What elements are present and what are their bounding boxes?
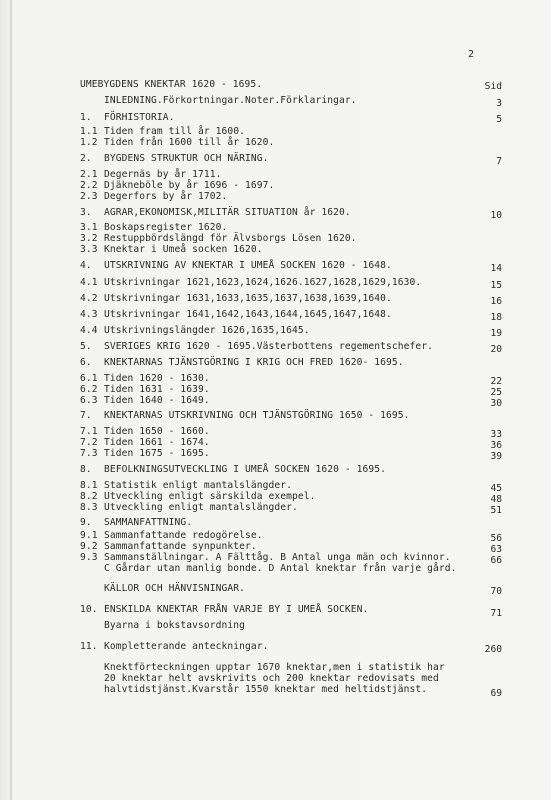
toc-entry-title: Tiden 1650 - 1660. [104, 426, 210, 437]
toc-entry-page: 16 [490, 296, 502, 307]
toc-entry-title: UTSKRIVNING AV KNEKTAR I UMEÅ SOCKEN 1620 - 1648. [104, 260, 392, 271]
toc-entry-page: 33 [490, 429, 502, 440]
toc-entry-number: 1.2 [80, 137, 98, 148]
toc-entry-number: 4. [80, 260, 92, 271]
toc-entry-title: ENSKILDA KNEKTAR FRÅN VARJE BY I UMEÅ SOCKEN. [104, 604, 369, 615]
toc-entry-page: 15 [490, 280, 502, 291]
toc-entry-number: 1.1 [80, 126, 98, 137]
toc-entry-title: KÄLLOR OCH HÄNVISNINGAR. [104, 583, 246, 594]
toc-entry-title: Kompletterande anteckningar. [104, 641, 269, 652]
toc-entry-title: Degernäs by år 1711. [104, 169, 222, 180]
toc-entry-number: 3.2 [80, 233, 98, 244]
toc-entry-title: SAMMANFATTNING. [104, 517, 193, 528]
toc-entry-number: 9. [80, 517, 92, 528]
toc-entry-number: 4.2 [80, 293, 98, 304]
toc-entry-title: Boskapsregister 1620. [104, 222, 228, 233]
toc-entry-page: 36 [490, 440, 502, 451]
toc-entry-title: BEFOLKNINGSUTVECKLING I UMEÅ SOCKEN 1620 - 1695. [104, 464, 387, 475]
toc-entry-page: 3 [496, 98, 502, 109]
toc-entry-page: 19 [490, 328, 502, 339]
toc-entry-title: C Gårdar utan manlig bonde. D Antal knektar från varje gård. [104, 563, 457, 574]
toc-entry-title: UMEBYGDENS KNEKTAR 1620 - 1695. [80, 79, 263, 90]
toc-entry-page: 30 [490, 398, 502, 409]
toc-entry-title: Knektar i Umeå socken 1620. [104, 244, 263, 255]
toc-entry-title: Utskrivningar 1621,1623,1624,1626.1627,1628,1629,1630. [104, 277, 422, 288]
toc-entry-page: 39 [490, 451, 502, 462]
toc-entry-page: 25 [490, 387, 502, 398]
toc-entry-page: 66 [490, 555, 502, 566]
toc-entry-title: Tiden 1661 - 1674. [104, 437, 210, 448]
toc-entry-number: 6.3 [80, 395, 98, 406]
toc-entry-number: 4.3 [80, 309, 98, 320]
toc-entry-page: 70 [490, 586, 502, 597]
toc-entry-number: 2.1 [80, 169, 98, 180]
toc-entry-title: Knektförteckningen upptar 1670 knektar,men i statistik har [104, 662, 445, 673]
toc-entry-number: 11. [80, 641, 98, 652]
toc-entry-page: 71 [490, 608, 502, 619]
toc-entry-number: 4.1 [80, 277, 98, 288]
toc-entry-title: Utveckling enligt mantalslängder. [104, 502, 298, 513]
toc-entry-page: 51 [490, 505, 502, 516]
toc-entry-title: SVERIGES KRIG 1620 - 1695.Västerbottens regementschefer. [104, 341, 434, 352]
toc-entry-page: 45 [490, 483, 502, 494]
toc-entry-title: Utskrivningslängder 1626,1635,1645. [104, 325, 310, 336]
toc-entry-number: 6.2 [80, 384, 98, 395]
toc-entry-number: 2.2 [80, 180, 98, 191]
toc-entry-title: FÖRHISTORIA. [104, 112, 175, 123]
toc-entry-number: 9.1 [80, 530, 98, 541]
toc-entry-title: Djäkneböle by år 1696 - 1697. [104, 180, 275, 191]
toc-entry-page: 63 [490, 544, 502, 555]
toc-entry-page: Sid [484, 81, 502, 92]
toc-entry-title: Utskrivningar 1641,1642,1643,1644,1645,1647,1648. [104, 309, 392, 320]
toc-entry-number: 1. [80, 112, 92, 123]
toc-entry-page: 56 [490, 533, 502, 544]
toc-entry-page: 5 [496, 114, 502, 125]
toc-entry-page: 69 [490, 688, 502, 699]
page-edge-shadow [10, 0, 12, 800]
toc-entry-page: 22 [490, 376, 502, 387]
toc-entry-number: 2.3 [80, 191, 98, 202]
toc-entry-page: 14 [490, 263, 502, 274]
toc-entry-title: Utveckling enligt särskilda exempel. [104, 491, 316, 502]
toc-entry-page: 18 [490, 312, 502, 323]
toc-entry-title: Tiden 1640 - 1649. [104, 395, 210, 406]
toc-entry-title: Tiden fram till år 1600. [104, 126, 246, 137]
page-number: 2 [468, 49, 475, 60]
toc-entry-title: Sammanfattande synpunkter. [104, 541, 257, 552]
toc-entry-number: 8.1 [80, 480, 98, 491]
toc-entry-title: KNEKTARNAS TJÄNSTGÖRING I KRIG OCH FRED 1620- 1695. [104, 357, 404, 368]
toc-entry-page: 7 [496, 156, 502, 167]
toc-entry-number: 4.4 [80, 325, 98, 336]
toc-entry-title: Utskrivningar 1631,1633,1635,1637,1638,1639,1640. [104, 293, 392, 304]
toc-entry-number: 10. [80, 604, 98, 615]
toc-entry-number: 8.3 [80, 502, 98, 513]
toc-entry-title: AGRAR,EKONOMISK,MILITÄR SITUATION år 1620. [104, 207, 351, 218]
toc-entry-number: 7.1 [80, 426, 98, 437]
toc-entry-title: 20 knektar helt avskrivits och 200 knektar redovisats med [104, 673, 439, 684]
toc-entry-page: 10 [490, 210, 502, 221]
toc-entry-title: INLEDNING.Förkortningar.Noter.Förklaringar. [104, 95, 357, 106]
toc-entry-number: 3.3 [80, 244, 98, 255]
toc-entry-title: Restuppbördslängd för Älvsborgs Lösen 1620. [104, 233, 357, 244]
toc-entry-number: 2. [80, 153, 92, 164]
toc-entry-title: halvtidstjänst.Kvarstår 1550 knektar med heltidstjänst. [104, 684, 428, 695]
toc-entry-title: Degerfors by år 1702. [104, 191, 228, 202]
toc-entry-number: 7. [80, 410, 92, 421]
toc-entry-number: 3.1 [80, 222, 98, 233]
toc-entry-number: 7.2 [80, 437, 98, 448]
toc-entry-title: Tiden 1620 - 1630. [104, 373, 210, 384]
toc-entry-title: Tiden från 1600 till år 1620. [104, 137, 275, 148]
toc-entry-number: 6.1 [80, 373, 98, 384]
toc-entry-number: 8.2 [80, 491, 98, 502]
toc-entry-number: 7.3 [80, 448, 98, 459]
toc-entry-title: Tiden 1631 - 1639. [104, 384, 210, 395]
toc-entry-title: Tiden 1675 - 1695. [104, 448, 210, 459]
toc-entry-number: 8. [80, 464, 92, 475]
toc-entry-number: 3. [80, 207, 92, 218]
toc-entry-number: 5. [80, 341, 92, 352]
toc-entry-page: 48 [490, 494, 502, 505]
toc-entry-title: BYGDENS STRUKTUR OCH NÄRING. [104, 153, 269, 164]
toc-entry-number: 6. [80, 357, 92, 368]
toc-entry-title: Sammanfattande redogörelse. [104, 530, 263, 541]
toc-entry-title: Byarna i bokstavsordning [104, 620, 246, 631]
toc-entry-number: 9.3 [80, 552, 98, 563]
toc-entry-title: Sammanställningar. A Fälttåg. B Antal unga män och kvinnor. [104, 552, 451, 563]
toc-entry-page: 20 [490, 344, 502, 355]
toc-entry-title: Statistik enligt mantalslängder. [104, 480, 293, 491]
toc-entry-title: KNEKTARNAS UTSKRIVNING OCH TJÄNSTGÖRING 1650 - 1695. [104, 410, 410, 421]
toc-entry-number: 9.2 [80, 541, 98, 552]
toc-entry-page: 260 [484, 644, 502, 655]
